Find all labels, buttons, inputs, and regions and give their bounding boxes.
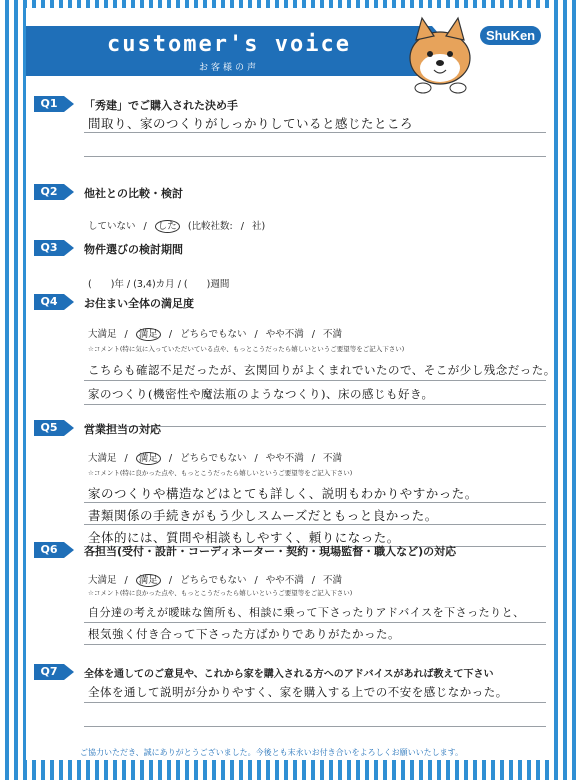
option-dissatisfied: 不満 — [323, 329, 343, 340]
separator: / — [124, 453, 128, 464]
separator: / — [311, 329, 315, 340]
separator: / — [240, 221, 244, 232]
question-number: Q3 — [34, 240, 64, 256]
separator: / — [168, 575, 173, 586]
answer-line — [84, 502, 546, 503]
option-not-done: していない — [88, 221, 136, 232]
answer-text: 間取り、家のつくりがしっかりしていると感じたところ — [88, 116, 414, 131]
separator: / — [254, 575, 258, 586]
answer-line — [84, 132, 546, 133]
separator: / — [254, 453, 258, 464]
question-title: お住まい全体の満足度 — [84, 297, 194, 310]
answer-text: 家のつくりや構造などはとても詳しく、説明もわかりやすかった。 — [88, 486, 478, 501]
answer-text: 全体を通して説明が分かりやすく、家を購入する上での不安を感じなかった。 — [88, 685, 508, 699]
answer-text: 自分達の考えが曖昧な箇所も、相談に乗って下さったりアドバイスを下さったりと、 — [88, 606, 525, 619]
answer-text: 根気強く付き合って下さった方ばかりでありがたかった。 — [88, 627, 400, 641]
question-number: Q7 — [34, 664, 64, 680]
separator: / — [254, 329, 258, 340]
option-done-selected: した — [155, 220, 180, 233]
comment-note: ☆コメント(特に良かった点や、もっとこうだったら嬉しいというご要望等をご記入下さい) — [88, 469, 353, 477]
option-dissatisfied: 不満 — [323, 575, 343, 586]
company-unit-label: 社) — [252, 221, 266, 232]
separator: / — [168, 453, 173, 464]
page-title: customer's voice — [107, 32, 351, 57]
question-number: Q6 — [34, 542, 64, 558]
answer-text: 家のつくり(機密性や魔法瓶のようなつくり)、床の感じも好き。 — [88, 387, 434, 401]
separator: / — [124, 329, 128, 340]
option-very-satisfied: 大満足 — [88, 575, 117, 586]
option-neutral: どちらでもない — [180, 453, 247, 464]
question-number: Q4 — [34, 294, 64, 310]
option-satisfied-selected: 満足 — [136, 328, 161, 341]
option-satisfied-selected: 満足 — [136, 452, 161, 465]
survey-sheet — [26, 8, 554, 760]
separator: / — [124, 575, 128, 586]
question-title: 「秀建」でご購入された決め手 — [84, 99, 238, 112]
separator: / — [311, 453, 315, 464]
answer-text: 書類関係の手続きがもう少しスムーズだともっと良かった。 — [88, 508, 438, 523]
satisfaction-options — [88, 450, 347, 464]
answer-line — [84, 404, 546, 405]
question-title: 全体を通してのご意見や、これから家を購入される方へのアドバイスがあれば教えて下さい — [84, 669, 494, 680]
separator: / — [311, 575, 315, 586]
answer-text: 全体的には、質問や相談もしやすく、頼りになった。 — [88, 530, 400, 545]
answer-line — [84, 156, 546, 157]
answer-line — [84, 702, 546, 703]
answer-text: こちらも確認不足だったが、玄関回りがよくまれでいたので、そこが少し残念だった。 — [88, 363, 556, 377]
option-very-satisfied: 大満足 — [88, 453, 117, 464]
question-number: Q1 — [34, 96, 64, 112]
option-dissatisfied: 不満 — [323, 453, 343, 464]
answer-line — [84, 622, 546, 623]
question-number: Q5 — [34, 420, 64, 436]
separator: / — [143, 221, 147, 232]
brand-logo: ShuKen — [480, 26, 541, 45]
satisfaction-options — [88, 572, 347, 586]
comparison-options — [88, 218, 270, 232]
footer-thanks: ご協力いただき、誠にありがとうございました。今後とも末永いお付き合いをよろしくお願いいたします。 — [80, 748, 464, 757]
question-number: Q2 — [34, 184, 64, 200]
period-text: ( )年 / (3,4)カ月 / ( )週間 — [88, 279, 230, 290]
question-title: 各担当(受付・設計・コーディネーター・契約・現場監督・職人など)の対応 — [84, 545, 457, 558]
answer-line — [84, 726, 546, 727]
answer-line — [84, 380, 546, 381]
option-very-satisfied: 大満足 — [88, 329, 117, 340]
question-title: 他社との比較・検討 — [84, 187, 183, 200]
header-banner — [26, 26, 432, 76]
answer-line — [84, 644, 546, 645]
answer-line — [84, 524, 546, 525]
comment-note: ☆コメント(特に気に入っていただいている点や、もっとこうだったら嬉しいというご要望等をご記入下さい) — [88, 345, 405, 353]
question-title: 営業担当の対応 — [84, 423, 161, 436]
compare-count-label: (比較社数: — [187, 221, 233, 232]
option-somewhat-dissatisfied: やや不満 — [265, 575, 304, 586]
option-neutral: どちらでもない — [180, 575, 247, 586]
option-neutral: どちらでもない — [180, 329, 247, 340]
option-somewhat-dissatisfied: やや不満 — [265, 453, 304, 464]
satisfaction-options — [88, 326, 347, 340]
comment-note: ☆コメント(特に良かった点や、もっとこうだったら嬉しいというご要望等をご記入下さい) — [88, 589, 353, 597]
shiba-dog-icon — [388, 10, 488, 96]
option-satisfied-selected: 満足 — [136, 574, 161, 587]
option-somewhat-dissatisfied: やや不満 — [265, 329, 304, 340]
page-subtitle: お客様の声 — [198, 63, 259, 73]
question-title: 物件選びの検討期間 — [84, 243, 183, 256]
separator: / — [168, 329, 173, 340]
